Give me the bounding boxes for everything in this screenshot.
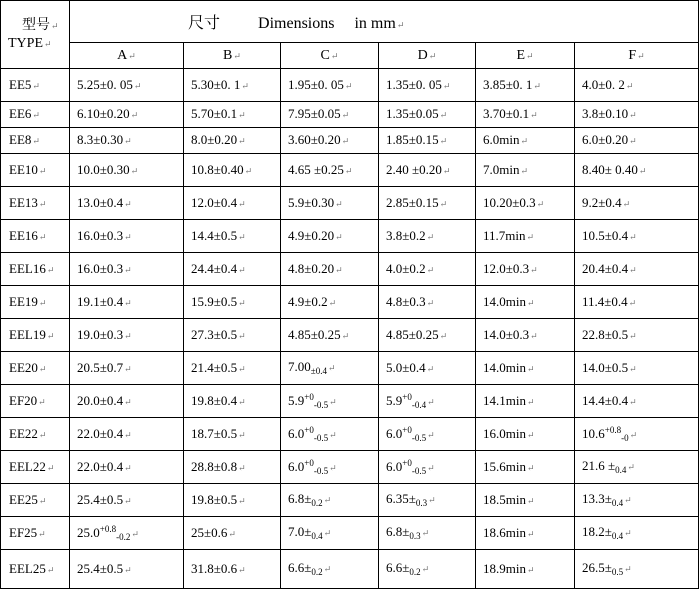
value-cell-c: 4.65 ±0.25↵ xyxy=(281,153,379,186)
value-cell-a: $25.0^{+0.8}_{-0.2}↵$ xyxy=(70,516,184,549)
value-cell-c: $7.0\pm_{0.4}↵$ xyxy=(281,516,379,549)
value-cell-b: 28.8±0.8↵ xyxy=(184,450,281,483)
value-cell-e: 3.85±0. 1↵ xyxy=(476,69,575,102)
value-cell-a: 22.0±0.4↵ xyxy=(70,417,184,450)
type-cell: EE16↵ xyxy=(1,219,70,252)
value-cell-f: 3.8±0.10↵ xyxy=(575,102,699,128)
value-cell-d: $6.8\pm_{0.3}↵$ xyxy=(379,516,476,549)
value-cell-c: 1.95±0. 05↵ xyxy=(281,69,379,102)
type-cell: EE20↵ xyxy=(1,351,70,384)
table-row xyxy=(1,351,699,384)
value-cell-b: 5.30±0. 1↵ xyxy=(184,69,281,102)
value-cell-b: 5.70±0.1↵ xyxy=(184,102,281,128)
value-cell-d: 2.85±0.15↵ xyxy=(379,186,476,219)
value-cell-b: 18.7±0.5↵ xyxy=(184,417,281,450)
value-cell-a: 25.4±0.5↵ xyxy=(70,549,184,588)
value-cell-c: 7.95±0.05↵ xyxy=(281,102,379,128)
value-cell-a: 19.1±0.4↵ xyxy=(70,285,184,318)
value-cell-e: 10.20±0.3↵ xyxy=(476,186,575,219)
value-cell-c: 4.9±0.20↵ xyxy=(281,219,379,252)
value-cell-f: 8.40± 0.40↵ xyxy=(575,153,699,186)
value-cell-d: 4.85±0.25↵ xyxy=(379,318,476,351)
type-cell: EE8↵ xyxy=(1,127,70,153)
type-header-en: TYPE xyxy=(8,35,43,51)
value-cell-a: 19.0±0.3↵ xyxy=(70,318,184,351)
type-cell: EE10↵ xyxy=(1,153,70,186)
value-cell-d: 3.8±0.2↵ xyxy=(379,219,476,252)
value-cell-a: 8.3±0.30↵ xyxy=(70,127,184,153)
type-cell: EEL22↵ xyxy=(1,450,70,483)
type-cell: EEL19↵ xyxy=(1,318,70,351)
value-cell-b: 10.8±0.40↵ xyxy=(184,153,281,186)
value-cell-a: 20.0±0.4↵ xyxy=(70,384,184,417)
value-cell-a: 6.10±0.20↵ xyxy=(70,102,184,128)
value-cell-a: 16.0±0.3↵ xyxy=(70,252,184,285)
value-cell-b: 24.4±0.4↵ xyxy=(184,252,281,285)
table-row xyxy=(1,252,699,285)
value-cell-e: 16.0min↵ xyxy=(476,417,575,450)
type-cell: EEL16↵ xyxy=(1,252,70,285)
value-cell-a: 16.0±0.3↵ xyxy=(70,219,184,252)
table-row xyxy=(1,127,699,153)
value-cell-d: 4.8±0.3↵ xyxy=(379,285,476,318)
value-cell-f: 4.0±0. 2↵ xyxy=(575,69,699,102)
value-cell-a: 22.0±0.4↵ xyxy=(70,450,184,483)
value-cell-a: 10.0±0.30↵ xyxy=(70,153,184,186)
table-row xyxy=(1,450,699,483)
value-cell-f: 22.8±0.5↵ xyxy=(575,318,699,351)
value-cell-e: 14.0±0.3↵ xyxy=(476,318,575,351)
value-cell-f: 14.4±0.4↵ xyxy=(575,384,699,417)
value-cell-d: 1.85±0.15↵ xyxy=(379,127,476,153)
value-cell-f: 11.4±0.4↵ xyxy=(575,285,699,318)
value-cell-f: 9.2±0.4↵ xyxy=(575,186,699,219)
column-header-d: D↵ xyxy=(379,43,476,69)
value-cell-f: $10.6^{+0.8}_{-0}↵$ xyxy=(575,417,699,450)
value-cell-c: 5.9±0.30↵ xyxy=(281,186,379,219)
value-cell-c: $6.0^{+0}_{-0.5}↵$ xyxy=(281,417,379,450)
value-cell-e: 6.0min↵ xyxy=(476,127,575,153)
value-cell-d: 2.40 ±0.20↵ xyxy=(379,153,476,186)
value-cell-f: $13.3\pm_{0.4}↵$ xyxy=(575,483,699,516)
value-cell-c: $7.00_{\pm 0.4}↵$ xyxy=(281,351,379,384)
title-unit: in mm xyxy=(354,15,396,33)
table-row xyxy=(1,417,699,450)
value-cell-f: 14.0±0.5↵ xyxy=(575,351,699,384)
table-row xyxy=(1,384,699,417)
value-cell-b: 31.8±0.6↵ xyxy=(184,549,281,588)
value-cell-e: 15.6min↵ xyxy=(476,450,575,483)
value-cell-c: 4.85±0.25↵ xyxy=(281,318,379,351)
table-row xyxy=(1,483,699,516)
value-cell-b: 15.9±0.5↵ xyxy=(184,285,281,318)
value-cell-e: 14.0min↵ xyxy=(476,351,575,384)
column-header-c: C↵ xyxy=(281,43,379,69)
value-cell-e: 12.0±0.3↵ xyxy=(476,252,575,285)
column-header-e: E↵ xyxy=(476,43,575,69)
value-cell-d: 5.0±0.4↵ xyxy=(379,351,476,384)
value-cell-b: 12.0±0.4↵ xyxy=(184,186,281,219)
value-cell-d: $6.0^{+0}_{-0.5}↵$ xyxy=(379,450,476,483)
value-cell-c: $6.8\pm_{0.2}↵$ xyxy=(281,483,379,516)
value-cell-c: 4.8±0.20↵ xyxy=(281,252,379,285)
value-cell-d: $6.35\pm_{0.3}↵$ xyxy=(379,483,476,516)
type-cell: EE6↵ xyxy=(1,102,70,128)
value-cell-c: $5.9^{+0}_{-0.5}↵$ xyxy=(281,384,379,417)
value-cell-a: 5.25±0. 05↵ xyxy=(70,69,184,102)
value-cell-c: $6.6\pm_{0.2}↵$ xyxy=(281,549,379,588)
table-row xyxy=(1,69,699,102)
column-header-f: F↵ xyxy=(575,43,699,69)
value-cell-f: 10.5±0.4↵ xyxy=(575,219,699,252)
value-cell-d: $5.9^{+0}_{-0.4}↵$ xyxy=(379,384,476,417)
value-cell-f: $21.6 \pm_{0.4}↵$ xyxy=(575,450,699,483)
type-cell: EE25↵ xyxy=(1,483,70,516)
value-cell-b: 25±0.6↵ xyxy=(184,516,281,549)
value-cell-d: $6.6\pm_{0.2}↵$ xyxy=(379,549,476,588)
value-cell-d: 1.35±0.05↵ xyxy=(379,102,476,128)
type-header-cn: 型号 xyxy=(22,17,50,33)
table-title: 尺寸 Dimensions in mm↵ xyxy=(70,1,699,43)
value-cell-b: 27.3±0.5↵ xyxy=(184,318,281,351)
type-cell: EE5↵ xyxy=(1,69,70,102)
table-row xyxy=(1,153,699,186)
value-cell-b: 14.4±0.5↵ xyxy=(184,219,281,252)
value-cell-c: 3.60±0.20↵ xyxy=(281,127,379,153)
title-cn: 尺寸 xyxy=(188,15,221,33)
type-cell: EE13↵ xyxy=(1,186,70,219)
value-cell-b: 19.8±0.5↵ xyxy=(184,483,281,516)
type-cell: EF20↵ xyxy=(1,384,70,417)
type-cell: EEL25↵ xyxy=(1,549,70,588)
value-cell-d: $6.0^{+0}_{-0.5}↵$ xyxy=(379,417,476,450)
column-header-b: B↵ xyxy=(184,43,281,69)
value-cell-e: 18.9min↵ xyxy=(476,549,575,588)
value-cell-a: 13.0±0.4↵ xyxy=(70,186,184,219)
type-cell: EE22↵ xyxy=(1,417,70,450)
value-cell-e: 14.1min↵ xyxy=(476,384,575,417)
table-row xyxy=(1,186,699,219)
value-cell-e: 11.7min↵ xyxy=(476,219,575,252)
value-cell-b: 8.0±0.20↵ xyxy=(184,127,281,153)
table-row xyxy=(1,285,699,318)
value-cell-d: 4.0±0.2↵ xyxy=(379,252,476,285)
value-cell-b: 19.8±0.4↵ xyxy=(184,384,281,417)
type-cell: EE19↵ xyxy=(1,285,70,318)
type-header-cell: 型号↵ TYPE↵ xyxy=(1,1,70,69)
table-row xyxy=(1,102,699,128)
value-cell-f: 6.0±0.20↵ xyxy=(575,127,699,153)
column-header-a: A↵ xyxy=(70,43,184,69)
value-cell-e: 18.6min↵ xyxy=(476,516,575,549)
title-en: Dimensions xyxy=(258,15,335,33)
value-cell-a: 25.4±0.5↵ xyxy=(70,483,184,516)
table-row xyxy=(1,516,699,549)
value-cell-f: $18.2\pm_{0.4}↵$ xyxy=(575,516,699,549)
value-cell-e: 7.0min↵ xyxy=(476,153,575,186)
value-cell-c: 4.9±0.2↵ xyxy=(281,285,379,318)
value-cell-a: 20.5±0.7↵ xyxy=(70,351,184,384)
value-cell-d: 1.35±0. 05↵ xyxy=(379,69,476,102)
type-cell: EF25↵ xyxy=(1,516,70,549)
value-cell-e: 3.70±0.1↵ xyxy=(476,102,575,128)
value-cell-f: 20.4±0.4↵ xyxy=(575,252,699,285)
table-row xyxy=(1,219,699,252)
table-row xyxy=(1,549,699,588)
value-cell-c: $6.0^{+0}_{-0.5}↵$ xyxy=(281,450,379,483)
value-cell-e: 18.5min↵ xyxy=(476,483,575,516)
table-row xyxy=(1,318,699,351)
value-cell-e: 14.0min↵ xyxy=(476,285,575,318)
value-cell-b: 21.4±0.5↵ xyxy=(184,351,281,384)
value-cell-f: $26.5\pm_{0.5}↵$ xyxy=(575,549,699,588)
